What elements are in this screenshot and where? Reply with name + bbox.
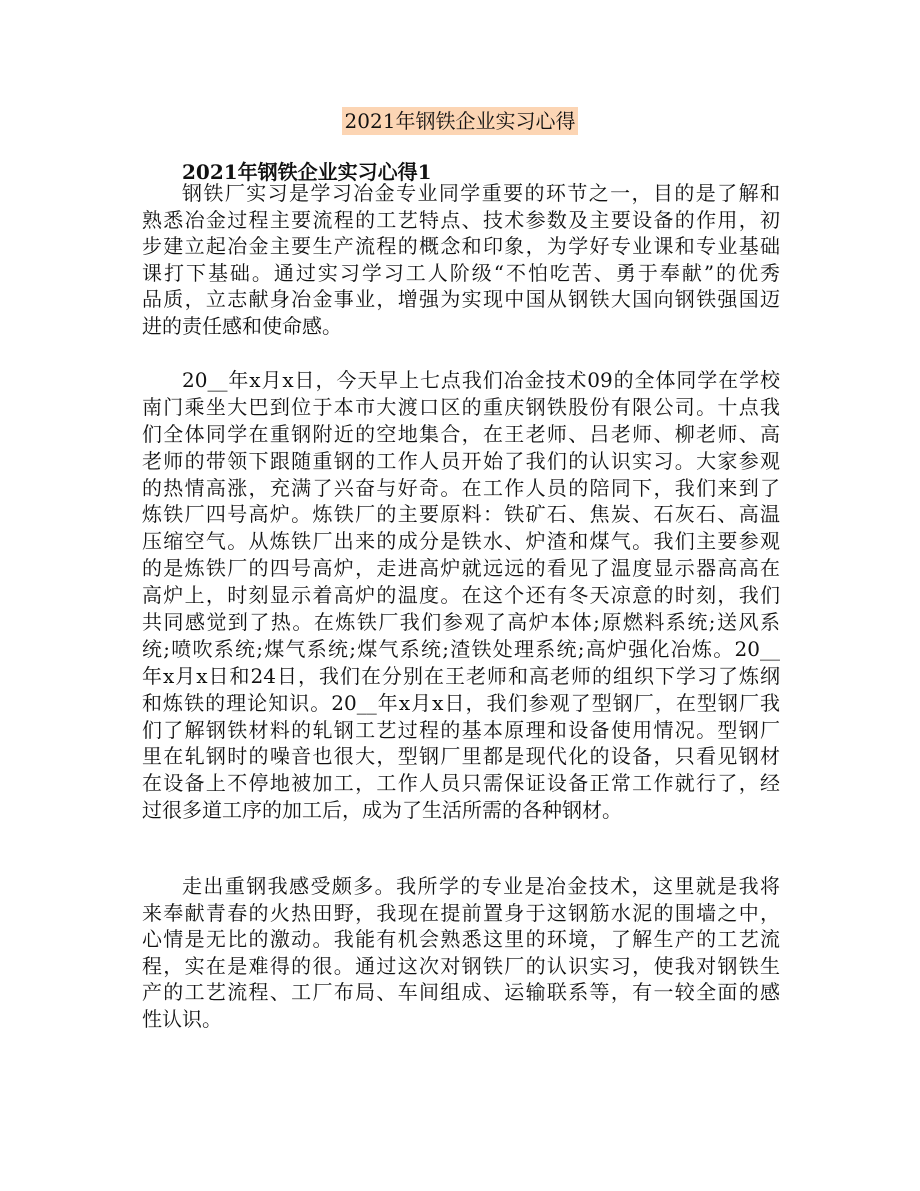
text-line: 程，实在是难得的很。通过这次对钢铁厂的认识实习，使我对钢铁生	[142, 953, 780, 978]
text-line: 过很多道工序的加工后，成为了生活所需的各种钢材。	[142, 798, 622, 823]
text-line: 们了解钢铁材料的轧钢工艺过程的基本原理和设备使用情况。型钢厂	[142, 717, 780, 742]
text-line: 南门乘坐大巴到位于本市大渡口区的重庆钢铁股份有限公司。十点我	[142, 394, 780, 419]
text-line: 性认识。	[142, 1006, 222, 1031]
paragraph-1	[142, 180, 780, 339]
section-heading: 2021年钢铁企业实习心得1	[182, 160, 432, 184]
text-line: 和炼铁的理论知识。20__年x月x日，我们参观了型钢厂，在型钢厂我	[142, 690, 780, 715]
text-line: 钢铁厂实习是学习冶金专业同学重要的环节之一，目的是了解和	[182, 181, 780, 205]
paragraph-2	[142, 367, 780, 824]
text-line: 产的工艺流程、工厂布局、车间组成、运输联系等，有一较全面的感	[142, 980, 780, 1004]
text-line: 统;喷吹系统;煤气系统;煤气系统;渣铁处理系统;高炉强化冶炼。20__	[142, 636, 780, 661]
text-line: 课打下基础。通过实习学习工人阶级“不怕吃苦、勇于奉献”的优秀	[142, 260, 780, 285]
text-line: 高炉上，时刻显示着高炉的温度。在这个还有冬天凉意的时刻，我们	[142, 583, 780, 608]
text-line: 品质，立志献身冶金事业，增强为实现中国从钢铁大国向钢铁强国迈	[142, 287, 780, 311]
text-line: 进的责任感和使命感。	[142, 313, 342, 338]
text-line: 炼铁厂四号高炉。炼铁厂的主要原料：铁矿石、焦炭、石灰石、高温	[142, 502, 780, 527]
text-line: 老师的带领下跟随重钢的工作人员开始了我们的认识实习。大家参观	[142, 448, 780, 473]
document-title: 2021年钢铁企业实习心得	[342, 107, 579, 135]
text-line: 们全体同学在重钢附近的空地集合，在王老师、吕老师、柳老师、高	[142, 421, 780, 446]
text-line: 20__年x月x日，今天早上七点我们冶金技术09的全体同学在学校	[182, 368, 780, 392]
text-line: 年x月x日和24日，我们在分别在王老师和高老师的组织下学习了炼纲	[142, 663, 780, 688]
text-line: 在设备上不停地被加工，工作人员只需保证设备正常工作就行了，经	[142, 771, 780, 796]
text-line: 共同感觉到了热。在炼铁厂我们参观了高炉本体;原燃料系统;送风系	[142, 610, 780, 635]
text-line: 来奉献青春的火热田野，我现在提前置身于这钢筋水泥的围墙之中，	[142, 900, 780, 925]
text-line: 的热情高涨，充满了兴奋与好奇。在工作人员的陪同下，我们来到了	[142, 475, 780, 500]
text-line: 走出重钢我感受颇多。我所学的专业是冶金技术，这里就是我将	[182, 874, 780, 898]
paragraph-3	[142, 873, 780, 1032]
document-title-wrap	[0, 107, 920, 135]
text-line: 压缩空气。从炼铁厂出来的成分是铁水、炉渣和煤气。我们主要参观	[142, 529, 780, 554]
text-line: 熟悉冶金过程主要流程的工艺特点、技术参数及主要设备的作用，初	[142, 207, 780, 232]
text-line: 心情是无比的激动。我能有机会熟悉这里的环境，了解生产的工艺流	[142, 927, 780, 951]
text-line: 的是炼铁厂的四号高炉，走进高炉就远远的看见了温度显示器高高在	[142, 556, 780, 581]
text-line: 步建立起冶金主要生产流程的概念和印象，为学好专业课和专业基础	[142, 234, 780, 258]
text-line: 里在轧钢时的噪音也很大，型钢厂里都是现代化的设备，只看见钢材	[142, 744, 780, 769]
